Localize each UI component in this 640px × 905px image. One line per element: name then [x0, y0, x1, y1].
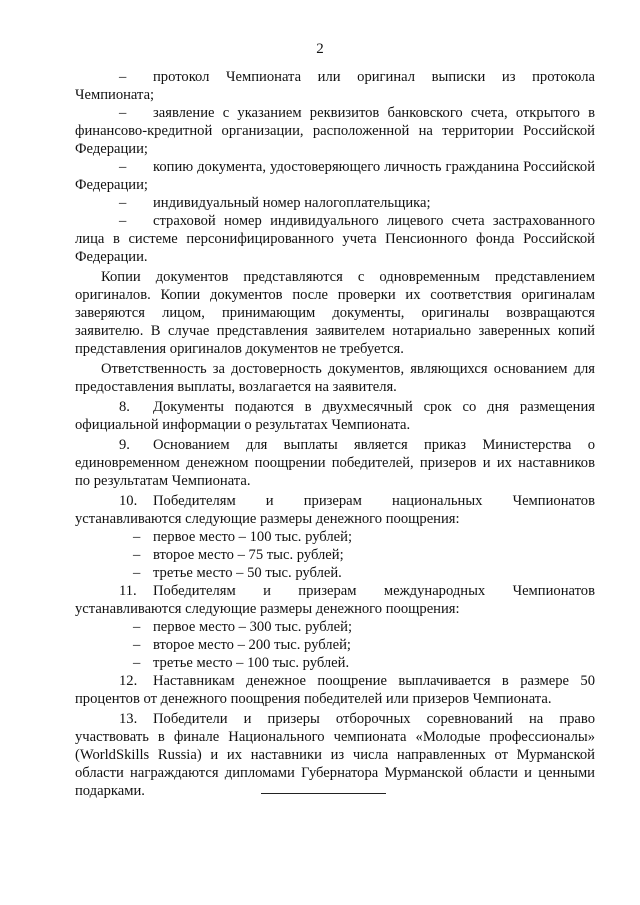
list-item: [75, 68, 595, 104]
item-number: 11.: [119, 583, 137, 599]
list-item: [75, 158, 595, 194]
paragraph-item-10: [75, 492, 595, 528]
list-item-text: второе место – 75 тыс. рублей;: [153, 547, 344, 563]
list-item-text: страховой номер индивидуального лицевого счета застрахованного лица в системе персонифицированного учета Пенсионного фонда Российской Федерации.: [75, 213, 595, 265]
international-prizes-list: [75, 618, 595, 672]
item-text: Наставникам денежное поощрение выплачивается в размере 50 процентов от денежного поощрения победителей или призеров Чемпионата.: [75, 673, 595, 707]
dash-mark: –: [119, 105, 127, 121]
dash-mark: –: [133, 655, 141, 671]
list-item: [75, 194, 595, 212]
item-number: 13.: [119, 711, 138, 727]
page-number: 2: [316, 41, 324, 57]
end-divider: [261, 793, 386, 794]
dash-mark: –: [119, 213, 127, 229]
document-body: [75, 68, 595, 800]
list-item: [75, 104, 595, 158]
list-item-text: протокол Чемпионата или оригинал выписки из протокола Чемпионата;: [75, 69, 595, 103]
paragraph-item-9: [75, 436, 595, 490]
item-text: Победителям и призерам национальных Чемпионатов устанавливаются следующие размеры денежного поощрения:: [75, 493, 595, 527]
item-number: 9.: [119, 437, 130, 453]
item-text: Победителям и призерам международных Чемпионатов устанавливаются следующие размеры денежного поощрения:: [75, 583, 595, 617]
list-item-text: первое место – 100 тыс. рублей;: [153, 529, 352, 545]
paragraph-item-13: [75, 710, 595, 800]
list-item-text: третье место – 50 тыс. рублей.: [153, 565, 342, 581]
dash-mark: –: [133, 565, 141, 581]
list-item-text: заявление с указанием реквизитов банковского счета, открытого в финансово-кредитной организации, расположенной на территории Российской Федерации;: [75, 105, 595, 157]
list-item: [75, 636, 595, 654]
list-item-text: копию документа, удостоверяющего личность гражданина Российской Федерации;: [75, 159, 595, 193]
list-item-text: второе место – 200 тыс. рублей;: [153, 637, 351, 653]
item-number: 10.: [119, 493, 138, 509]
list-item: [75, 618, 595, 636]
national-prizes-list: [75, 528, 595, 582]
item-text: Основанием для выплаты является приказ Министерства о единовременном денежном поощрении победителей, призеров и их наставников по результатам Чемпионата.: [75, 437, 595, 489]
item-text: Документы подаются в двухмесячный срок со дня размещения официальной информации о результатах Чемпионата.: [75, 399, 595, 433]
dash-mark: –: [133, 619, 141, 635]
list-item: [75, 654, 595, 672]
list-item-text: третье место – 100 тыс. рублей.: [153, 655, 350, 671]
paragraph-item-12: [75, 672, 595, 708]
item-text: Победители и призеры отборочных соревнований на право участвовать в финале Национального чемпионата «Молодые профессионалы» (WorldSkills Russia) и их наставники из числа направленных от Мурманской области награждаются дипломами Губернатора Мурманской области и ценными подарками.: [75, 711, 595, 799]
list-item: [75, 212, 595, 266]
paragraph-item-8: [75, 398, 595, 434]
item-number: 12.: [119, 673, 138, 689]
dash-mark: –: [133, 637, 141, 653]
list-item-text: индивидуальный номер налогоплательщика;: [153, 195, 431, 211]
list-item: [75, 546, 595, 564]
dash-mark: –: [119, 195, 127, 211]
list-item: [75, 528, 595, 546]
paragraph-responsibility: Ответственность за достоверность документов, являющихся основанием для предоставления выплаты, возлагается на заявителя.: [75, 361, 595, 395]
item-number: 8.: [119, 399, 130, 415]
list-item-text: первое место – 300 тыс. рублей;: [153, 619, 352, 635]
paragraph-copies: Копии документов представляются с одновременным представлением оригиналов. Копии документов после проверки их соответствия оригиналам заверяются лицом, принимающим документы, оригиналы возвращаются заявителю. В случае представления заявителем нотариально заверенных копий представления оригиналов документов не требуется.: [75, 269, 595, 357]
dash-mark: –: [133, 529, 141, 545]
dash-mark: –: [119, 69, 127, 85]
dash-mark: –: [133, 547, 141, 563]
paragraph-item-11: [75, 582, 595, 618]
list-item: [75, 564, 595, 582]
dash-mark: –: [119, 159, 127, 175]
